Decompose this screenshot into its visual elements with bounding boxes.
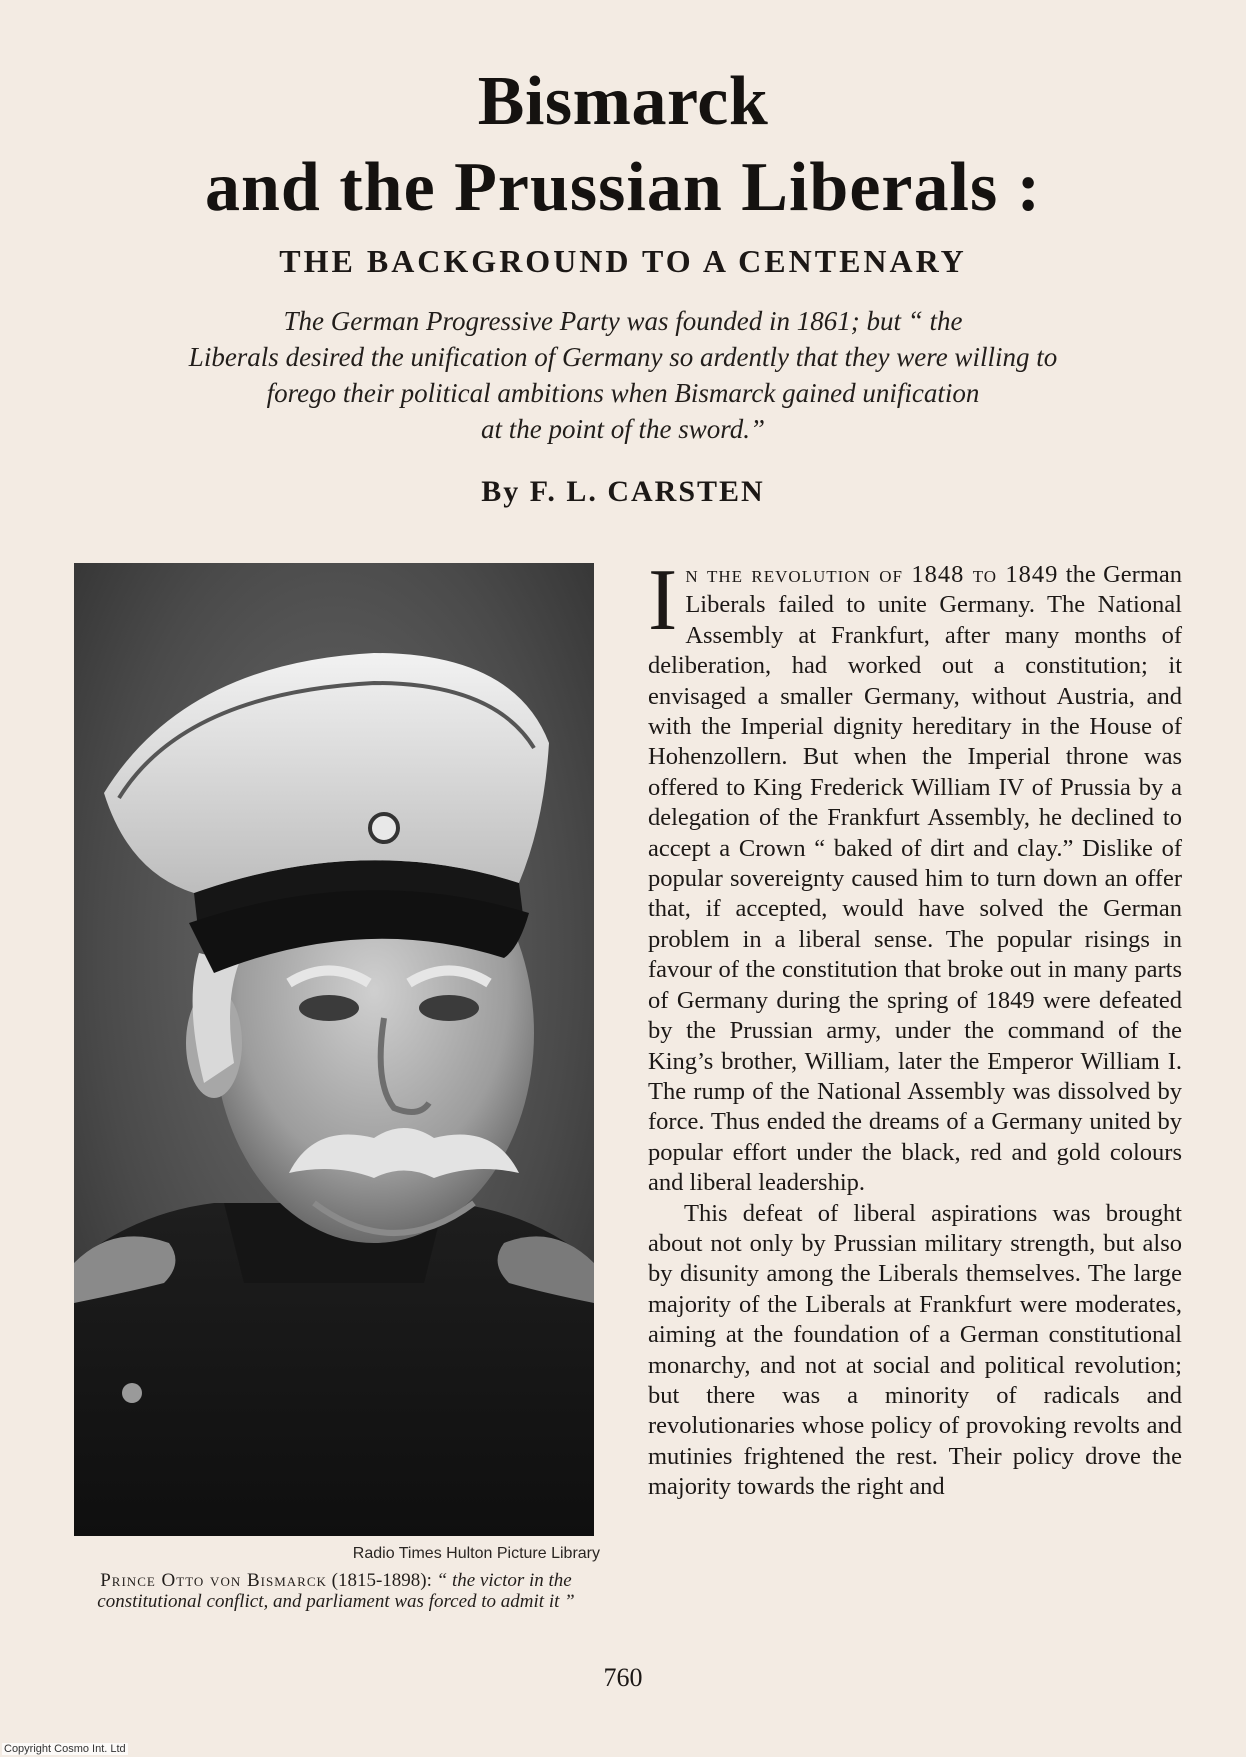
byline: By F. L. CARSTEN bbox=[481, 475, 765, 508]
subtitle: THE BACKGROUND TO A CENTENARY bbox=[279, 243, 967, 279]
photo-caption bbox=[70, 1570, 602, 1612]
standfirst bbox=[130, 303, 1116, 447]
body-paragraph bbox=[648, 552, 1182, 1199]
article-body bbox=[648, 552, 1182, 1503]
standfirst-line: The German Progressive Party was founded in 1861; but “ the bbox=[283, 306, 963, 336]
caption-quote: “ the victor in the constitutional conflict, and parliament was forced to admit it ” bbox=[97, 1570, 575, 1612]
lead-in: n the revolution of 1848 to 1849 bbox=[685, 561, 1059, 588]
title-line-2: and the Prussian Liberals : bbox=[205, 149, 1041, 226]
caption-dates: (1815-1898): bbox=[326, 1570, 437, 1591]
standfirst-line: forego their political ambitions when Bismarck gained unification bbox=[266, 378, 980, 408]
page-number: 760 bbox=[603, 1663, 643, 1692]
copyright-notice: Copyright Cosmo Int. Ltd bbox=[4, 1743, 126, 1755]
bismarck-portrait-photo bbox=[74, 563, 594, 1536]
title-line-1: Bismarck bbox=[477, 63, 769, 140]
paragraph-text: the German Liberals failed to unite Germany. The National Assembly at Frankfurt, after many months of deliberation, had worked out a constitution; it envisaged a smaller Germany, without Austria, and with the Imperial dignity hereditary in the House of Hohenzollern. But when the Imperial throne was offered to King Frederick William IV of Prussia by a delegation of the Frankfurt Assembly, he declined to accept a Crown “ baked of dirt and clay.” Dislike of popular sovereignty caused him to turn down an offer that, if accepted, would have solved the German problem in a liberal sense. The popular risings in favour of the constitution that broke out in many parts of Germany during the spring of 1849 were defeated by the Prussian army, under the command of the King’s brother, William, later the Emperor William I. The rump of the National Assembly was dissolved by force. Thus ended the dreams of a Germany united by popular effort under the black, red and gold colours and liberal leadership. bbox=[648, 561, 1182, 1197]
caption-name: Prince Otto von Bismarck bbox=[100, 1570, 327, 1591]
drop-cap: I bbox=[648, 552, 678, 649]
standfirst-line: at the point of the sword.” bbox=[480, 414, 765, 444]
standfirst-line: Liberals desired the unification of Germany so ardently that they were willing to bbox=[188, 342, 1058, 372]
body-paragraph: This defeat of liberal aspirations was brought about not only by Prussian military strength, but also by disunity among the Liberals themselves. The large majority of the Liberals at Frankfurt were moderates, aiming at the foundation of a German constitutional monarchy, and not at social and political revolution; but there was a minority of radicals and revolutionaries whose policy of provoking revolts and mutinies frightened the rest. Their policy drove the majority towards the right and bbox=[648, 1199, 1182, 1501]
photo-credit: Radio Times Hulton Picture Library bbox=[352, 1545, 600, 1562]
